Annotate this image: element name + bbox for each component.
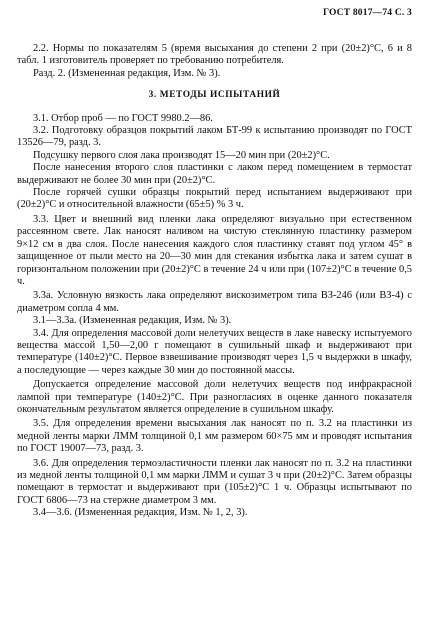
paragraph-3-1-3-3a-note: 3.1—3.3а. (Измененная редакция, Изм. № 3).	[33, 315, 232, 327]
paragraph-2-2: 2.2. Нормы по показателям 5 (время высыхания до степени 2 при (20±2)°С, 6 и 8 табл. 1 изготовитель проверяет по требованию потребителя.	[17, 43, 412, 67]
paragraph-3-6: 3.6. Для определения термоэластичности пленки лак наносят по п. 3.2 на пластинки из медной ленты толщиной 0,1 мм марки ЛММ и сушат 3 ч при (20±2)°С. Затем образцы помещают в термостат и выдерживают при (105±2)°С 1 ч. Образцы испытывают по ГОСТ 6806—73 на стержне диаметром 3 мм.	[17, 457, 412, 506]
paragraph-3-4-3-6-note: 3.4—3.6. (Измененная редакция, Изм. № 1, 2, 3).	[33, 507, 248, 519]
paragraph-razd-2-note: Разд. 2. (Измененная редакция, Изм. № 3).	[33, 67, 221, 79]
paragraph-hot-drying: После горячей сушки образцы покрытий перед испытанием выдерживают при (20±2)°С и относительной влажности (65±5) % 3 ч.	[17, 187, 412, 211]
section-title: 3. МЕТОДЫ ИСПЫТАНИЙ	[148, 90, 281, 101]
paragraph-infrared: Допускается определение массовой доли нелетучих веществ под инфракрасной лампой при температуре (140±2)°С. При разногласиях в оценке данного показателя окончательным результатом является определение в сушильном шкафу.	[17, 379, 412, 415]
paragraph-3-2: 3.2. Подготовку образцов покрытий лаком БТ-99 к испытанию производят по ГОСТ 13526—79, разд. 3.	[17, 125, 412, 149]
paragraph-drying-first-layer: Подсушку первого слоя лака производят 15—20 мин при (20±2)°С.	[33, 149, 330, 161]
paragraph-3-5: 3.5. Для определения времени высыхания лак наносят по п. 3.2 на пластинки из медной ленты марки ЛММ толщиной 0,1 мм размером 60×75 мм и проводят испытания по ГОСТ 19007—73, разд. 3.	[17, 418, 412, 455]
paragraph-3-3: 3.3. Цвет и внешний вид пленки лака определяют визуально при естественном рассеянном свете. Лак наносят наливом на чистую стеклянную пластинку размером 9×12 см в два слоя. После нанесения каждого слоя пластинку ставят под углом 45° в защищенное от пыли место на 20—30 мин для стекания избытка лака и затем сушат в горизонтальном положении при (20±2)°С в течение 24 ч или при (107±2)°С в течение 0,5 ч.	[17, 213, 412, 287]
paragraph-3-1: 3.1. Отбор проб — по ГОСТ 9980.2—86.	[33, 112, 213, 124]
paragraph-3-4: 3.4. Для определения массовой доли нелетучих веществ в лаке навеску испытуемого вещества массой 1,50—2,00 г помещают в сушильный шкаф и выдерживают при температуре (140±2)°С. Первое взвешивание производят через 1,5 ч выдержки в шкафу, а последующие — через каждые 30 мин до постоянной массы.	[17, 327, 412, 376]
paragraph-second-layer: После нанесения второго слоя пластинки с лаком перед помещением в термостат выдерживают не более 30 мин при (20±2)°С.	[17, 162, 412, 186]
page-header: ГОСТ 8017—74 С. 3	[322, 8, 412, 18]
document-body	[17, 43, 412, 520]
paragraph-3-3a: 3.3а. Условную вязкость лака определяют вискозиметром типа ВЗ-246 (или ВЗ-4) с диаметром сопла 4 мм.	[17, 290, 412, 314]
